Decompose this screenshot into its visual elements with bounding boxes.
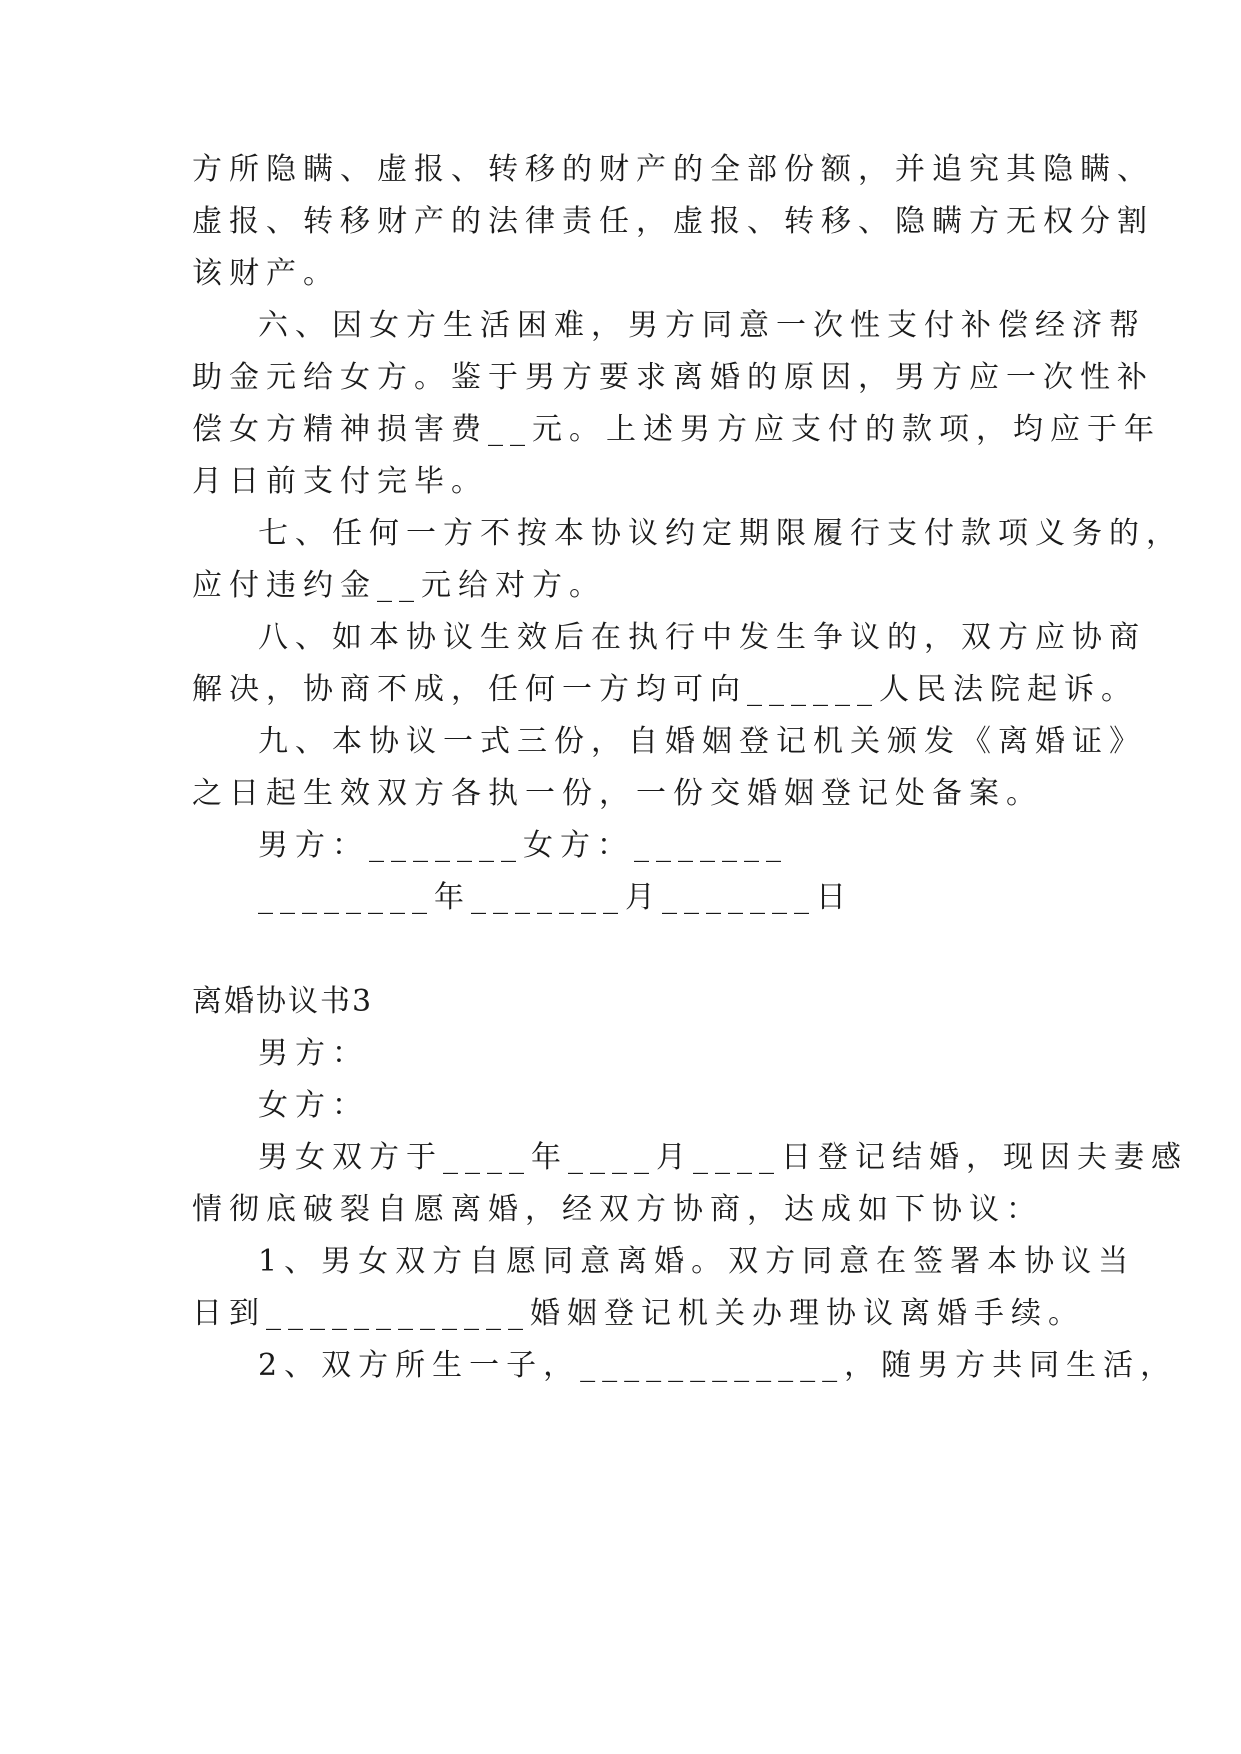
party-male-line: 男方： [258,1036,369,1071]
paragraph-line: 虚报、转移财产的法律责任，虚报、转移、隐瞒方无权分割 [192,204,1154,239]
paragraph-line: 该财产。 [192,256,340,291]
paragraph-line: 月日前支付完毕。 [192,464,488,499]
clause-one-line: 1、男女双方自愿同意离婚。双方同意在签署本协议当 [258,1244,1136,1279]
paragraph-line: 解决，协商不成，任何一方均可向______人民法院起诉。 [192,672,1138,707]
paragraph-line: 日到____________婚姻登记机关办理协议离婚手续。 [192,1296,1085,1331]
clause-nine-line: 九、本协议一式三份，自婚姻登记机关颁发《离婚证》 [258,724,1146,759]
date-line: ________年_______月_______日 [258,880,853,915]
signature-line: 男方：_______女方：_______ [258,828,788,863]
clause-two-line: 2、双方所生一子，____________，随男方共同生活， [258,1348,1178,1383]
clause-eight-line: 八、如本协议生效后在执行中发生争议的，双方应协商 [258,620,1146,655]
paragraph-line: 之日起生效双方各执一份，一份交婚姻登记处备案。 [192,776,1043,811]
paragraph-line: 方所隐瞒、虚报、转移的财产的全部份额，并追究其隐瞒、 [192,152,1154,187]
section-title: 离婚协议书3 [192,984,374,1019]
clause-seven-line: 七、任何一方不按本协议约定期限履行支付款项义务的， [258,516,1183,551]
paragraph-line: 情彻底破裂自愿离婚，经双方协商，达成如下协议： [192,1192,1043,1227]
clause-six-line: 六、因女方生活困难，男方同意一次性支付补偿经济帮 [258,308,1146,343]
paragraph-line: 助金元给女方。鉴于男方要求离婚的原因，男方应一次性补 [192,360,1154,395]
paragraph-line: 应付违约金__元给对方。 [192,568,606,603]
intro-line: 男女双方于____年____月____日登记结婚，现因夫妻感 [258,1140,1188,1175]
paragraph-line: 偿女方精神损害费__元。上述男方应支付的款项，均应于年 [192,412,1161,447]
party-female-line: 女方： [258,1088,369,1123]
